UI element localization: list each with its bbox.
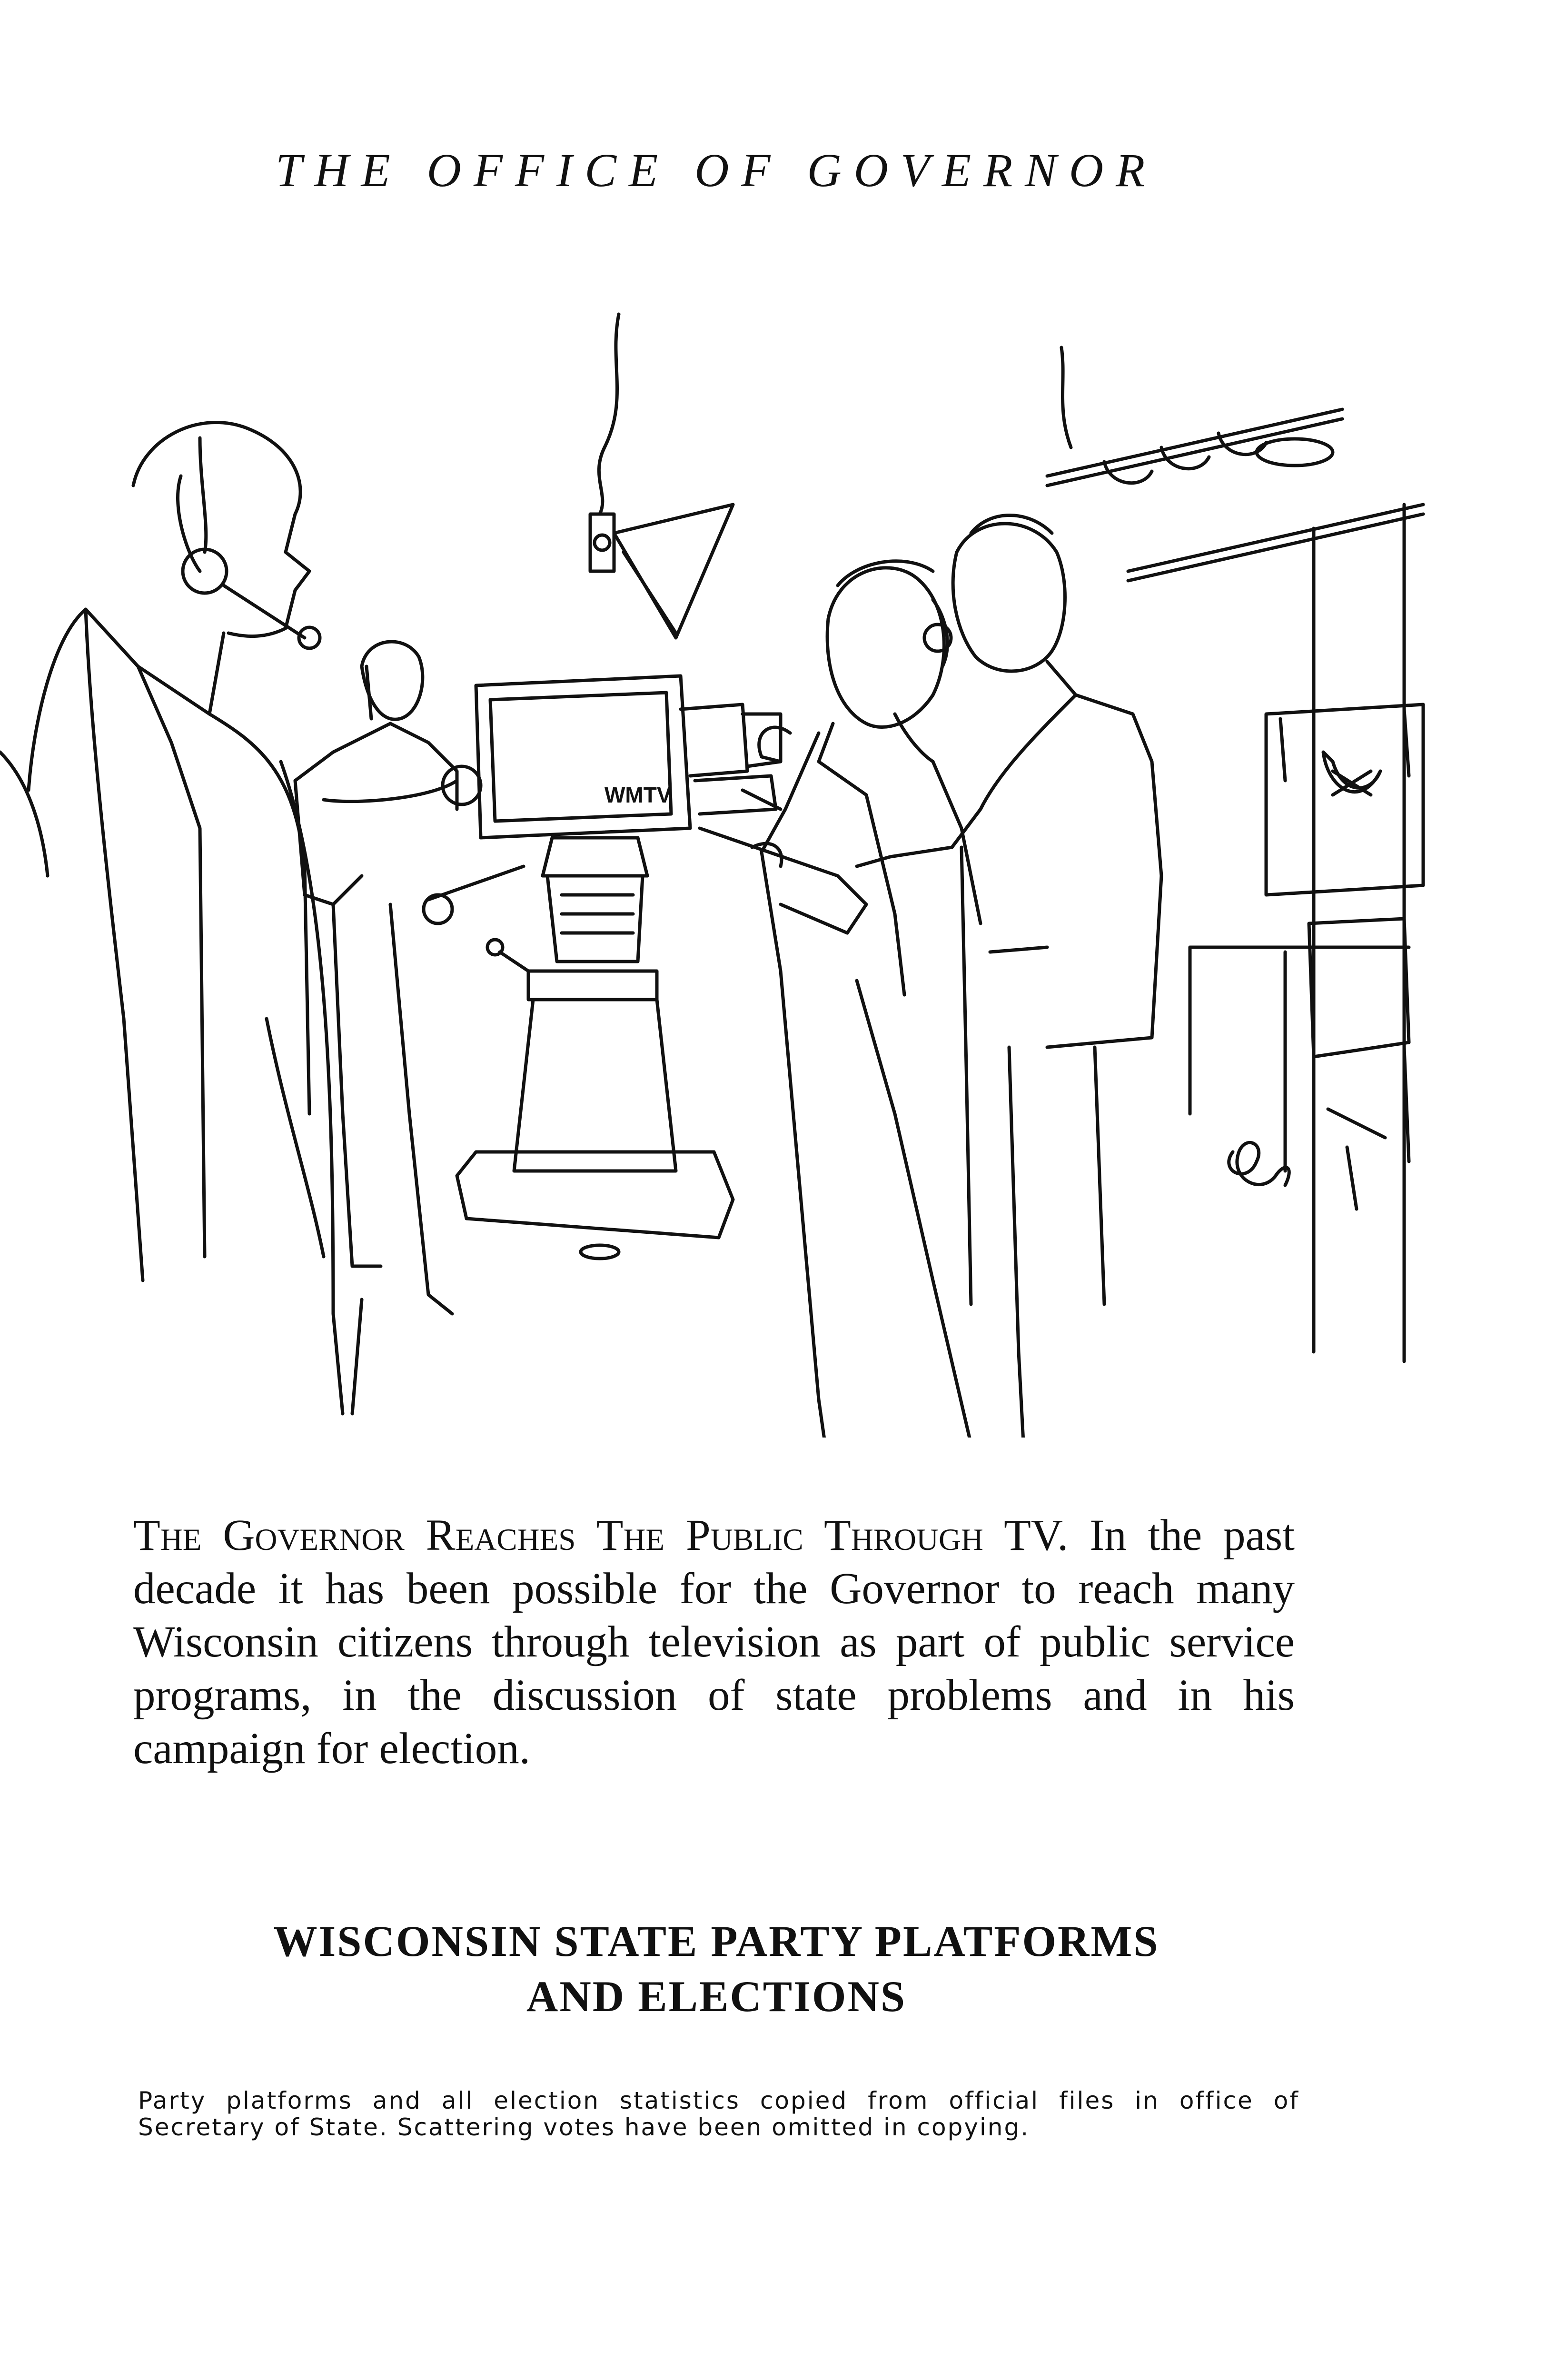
illustration-caption (133, 1509, 1295, 1775)
tv-studio-illustration (0, 305, 1546, 1438)
running-head: THE OFFICE OF GOVERNOR (275, 144, 1158, 197)
back-wall (1128, 505, 1423, 1361)
camera-label: WMTV (605, 783, 672, 807)
artist-signature-icon (1229, 1142, 1289, 1185)
section-heading (0, 1914, 1433, 2024)
source-note: Party platforms and all election statistics copied from official files in office of Secretary of State. Scattering votes have been omitted in copying. (138, 2087, 1299, 2141)
governor-figure (700, 561, 981, 1438)
section-heading-line-2: AND ELECTIONS (526, 1972, 907, 2021)
state-seal-banner-icon (1266, 704, 1423, 895)
camera-operator-left (0, 422, 362, 1414)
section-heading-line-1: WISCONSIN STATE PARTY PLATFORMS (273, 1917, 1160, 1965)
studio-lamp-icon (590, 314, 733, 638)
ceiling-lights-icon (1047, 347, 1342, 486)
camera-operator-center (295, 642, 524, 1314)
caption-body: In the past decade it has been possible for the Governor to reach many Wisconsin citizens through television as part of public service programs, in the discussion of state problems and in his campaign for election. (133, 1511, 1295, 1773)
tv-camera-icon (443, 676, 781, 1259)
caption-lead: The Governor Reaches The Public Through TV. (133, 1511, 1069, 1560)
studio-chair-icon (1309, 919, 1409, 1209)
